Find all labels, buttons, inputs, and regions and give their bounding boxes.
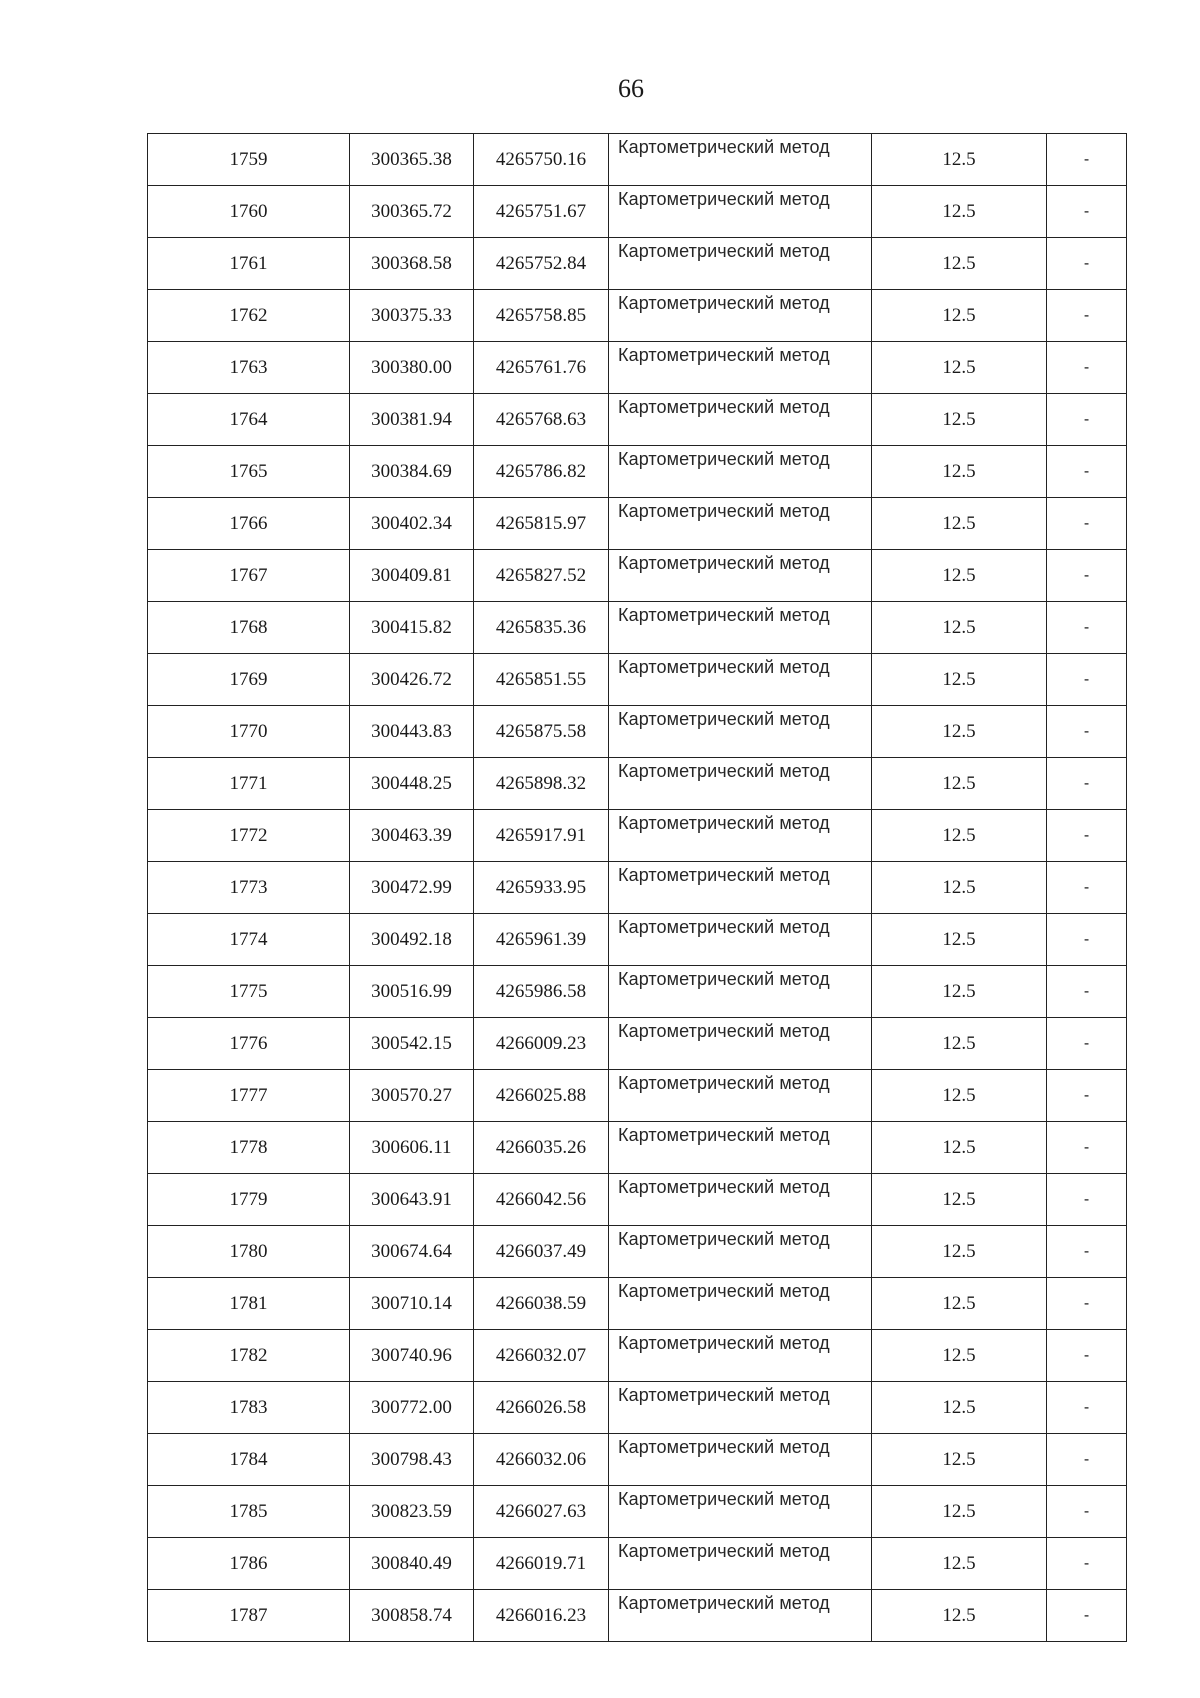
point-number-cell: 1762 — [148, 290, 350, 342]
table-row — [148, 1330, 1127, 1382]
table-row — [148, 550, 1127, 602]
note-cell: - — [1047, 498, 1127, 550]
accuracy-cell: 12.5 — [872, 290, 1047, 342]
point-number-cell: 1773 — [148, 862, 350, 914]
y-coordinate-cell: 4265851.55 — [474, 654, 609, 706]
table-row — [148, 1174, 1127, 1226]
accuracy-cell: 12.5 — [872, 186, 1047, 238]
y-coordinate-cell: 4265917.91 — [474, 810, 609, 862]
method-cell: Картометрический метод — [609, 1538, 872, 1590]
note-cell: - — [1047, 186, 1127, 238]
note-cell: - — [1047, 914, 1127, 966]
note-cell: - — [1047, 1434, 1127, 1486]
point-number-cell: 1767 — [148, 550, 350, 602]
note-cell: - — [1047, 342, 1127, 394]
accuracy-cell: 12.5 — [872, 706, 1047, 758]
y-coordinate-cell: 4265875.58 — [474, 706, 609, 758]
method-cell: Картометрический метод — [609, 1226, 872, 1278]
accuracy-cell: 12.5 — [872, 966, 1047, 1018]
table-row — [148, 186, 1127, 238]
method-cell: Картометрический метод — [609, 1434, 872, 1486]
accuracy-cell: 12.5 — [872, 1278, 1047, 1330]
point-number-cell: 1765 — [148, 446, 350, 498]
point-number-cell: 1761 — [148, 238, 350, 290]
table-row — [148, 1018, 1127, 1070]
x-coordinate-cell: 300375.33 — [350, 290, 474, 342]
note-cell: - — [1047, 1382, 1127, 1434]
accuracy-cell: 12.5 — [872, 1018, 1047, 1070]
accuracy-cell: 12.5 — [872, 810, 1047, 862]
point-number-cell: 1772 — [148, 810, 350, 862]
x-coordinate-cell: 300798.43 — [350, 1434, 474, 1486]
table-row — [148, 654, 1127, 706]
accuracy-cell: 12.5 — [872, 914, 1047, 966]
point-number-cell: 1771 — [148, 758, 350, 810]
method-cell: Картометрический метод — [609, 1070, 872, 1122]
point-number-cell: 1779 — [148, 1174, 350, 1226]
note-cell: - — [1047, 862, 1127, 914]
note-cell: - — [1047, 550, 1127, 602]
table-row — [148, 914, 1127, 966]
point-number-cell: 1768 — [148, 602, 350, 654]
table-row — [148, 1382, 1127, 1434]
point-number-cell: 1776 — [148, 1018, 350, 1070]
y-coordinate-cell: 4266032.07 — [474, 1330, 609, 1382]
note-cell: - — [1047, 290, 1127, 342]
y-coordinate-cell: 4266035.26 — [474, 1122, 609, 1174]
accuracy-cell: 12.5 — [872, 1538, 1047, 1590]
table-row — [148, 1278, 1127, 1330]
point-number-cell: 1763 — [148, 342, 350, 394]
accuracy-cell: 12.5 — [872, 1486, 1047, 1538]
method-cell: Картометрический метод — [609, 134, 872, 186]
note-cell: - — [1047, 602, 1127, 654]
y-coordinate-cell: 4265835.36 — [474, 602, 609, 654]
accuracy-cell: 12.5 — [872, 394, 1047, 446]
note-cell: - — [1047, 706, 1127, 758]
method-cell: Картометрический метод — [609, 1382, 872, 1434]
method-cell: Картометрический метод — [609, 1018, 872, 1070]
point-number-cell: 1766 — [148, 498, 350, 550]
table-row — [148, 342, 1127, 394]
x-coordinate-cell: 300365.72 — [350, 186, 474, 238]
accuracy-cell: 12.5 — [872, 1382, 1047, 1434]
point-number-cell: 1764 — [148, 394, 350, 446]
note-cell: - — [1047, 966, 1127, 1018]
x-coordinate-cell: 300740.96 — [350, 1330, 474, 1382]
point-number-cell: 1780 — [148, 1226, 350, 1278]
y-coordinate-cell: 4266016.23 — [474, 1590, 609, 1642]
x-coordinate-cell: 300606.11 — [350, 1122, 474, 1174]
note-cell: - — [1047, 1018, 1127, 1070]
note-cell: - — [1047, 1538, 1127, 1590]
method-cell: Картометрический метод — [609, 758, 872, 810]
y-coordinate-cell: 4266026.58 — [474, 1382, 609, 1434]
note-cell: - — [1047, 1590, 1127, 1642]
method-cell: Картометрический метод — [609, 1330, 872, 1382]
accuracy-cell: 12.5 — [872, 1070, 1047, 1122]
table-row — [148, 1590, 1127, 1642]
table-row — [148, 1226, 1127, 1278]
table-row — [148, 1070, 1127, 1122]
point-number-cell: 1785 — [148, 1486, 350, 1538]
y-coordinate-cell: 4265786.82 — [474, 446, 609, 498]
accuracy-cell: 12.5 — [872, 1330, 1047, 1382]
point-number-cell: 1774 — [148, 914, 350, 966]
note-cell: - — [1047, 1486, 1127, 1538]
y-coordinate-cell: 4266037.49 — [474, 1226, 609, 1278]
x-coordinate-cell: 300463.39 — [350, 810, 474, 862]
method-cell: Картометрический метод — [609, 290, 872, 342]
point-number-cell: 1778 — [148, 1122, 350, 1174]
method-cell: Картометрический метод — [609, 238, 872, 290]
x-coordinate-cell: 300384.69 — [350, 446, 474, 498]
accuracy-cell: 12.5 — [872, 550, 1047, 602]
note-cell: - — [1047, 446, 1127, 498]
accuracy-cell: 12.5 — [872, 602, 1047, 654]
x-coordinate-cell: 300368.58 — [350, 238, 474, 290]
x-coordinate-cell: 300643.91 — [350, 1174, 474, 1226]
accuracy-cell: 12.5 — [872, 862, 1047, 914]
y-coordinate-cell: 4265768.63 — [474, 394, 609, 446]
table-row — [148, 290, 1127, 342]
y-coordinate-cell: 4265815.97 — [474, 498, 609, 550]
y-coordinate-cell: 4266032.06 — [474, 1434, 609, 1486]
note-cell: - — [1047, 1330, 1127, 1382]
accuracy-cell: 12.5 — [872, 1226, 1047, 1278]
method-cell: Картометрический метод — [609, 342, 872, 394]
point-number-cell: 1777 — [148, 1070, 350, 1122]
method-cell: Картометрический метод — [609, 706, 872, 758]
y-coordinate-cell: 4266009.23 — [474, 1018, 609, 1070]
x-coordinate-cell: 300570.27 — [350, 1070, 474, 1122]
accuracy-cell: 12.5 — [872, 654, 1047, 706]
point-number-cell: 1787 — [148, 1590, 350, 1642]
table-row — [148, 810, 1127, 862]
table-row — [148, 602, 1127, 654]
point-number-cell: 1784 — [148, 1434, 350, 1486]
method-cell: Картометрический метод — [609, 654, 872, 706]
point-number-cell: 1781 — [148, 1278, 350, 1330]
x-coordinate-cell: 300772.00 — [350, 1382, 474, 1434]
table-row — [148, 1434, 1127, 1486]
x-coordinate-cell: 300710.14 — [350, 1278, 474, 1330]
y-coordinate-cell: 4265752.84 — [474, 238, 609, 290]
method-cell: Картометрический метод — [609, 186, 872, 238]
accuracy-cell: 12.5 — [872, 446, 1047, 498]
note-cell: - — [1047, 1278, 1127, 1330]
x-coordinate-cell: 300840.49 — [350, 1538, 474, 1590]
accuracy-cell: 12.5 — [872, 1434, 1047, 1486]
method-cell: Картометрический метод — [609, 498, 872, 550]
point-number-cell: 1782 — [148, 1330, 350, 1382]
y-coordinate-cell: 4265751.67 — [474, 186, 609, 238]
accuracy-cell: 12.5 — [872, 498, 1047, 550]
point-number-cell: 1770 — [148, 706, 350, 758]
method-cell: Картометрический метод — [609, 966, 872, 1018]
table-row — [148, 1122, 1127, 1174]
y-coordinate-cell: 4265758.85 — [474, 290, 609, 342]
x-coordinate-cell: 300674.64 — [350, 1226, 474, 1278]
table-row — [148, 238, 1127, 290]
page-number: 66 — [618, 74, 644, 103]
x-coordinate-cell: 300409.81 — [350, 550, 474, 602]
x-coordinate-cell: 300492.18 — [350, 914, 474, 966]
table-row — [148, 862, 1127, 914]
method-cell: Картометрический метод — [609, 550, 872, 602]
accuracy-cell: 12.5 — [872, 1122, 1047, 1174]
method-cell: Картометрический метод — [609, 1122, 872, 1174]
accuracy-cell: 12.5 — [872, 238, 1047, 290]
table-row — [148, 966, 1127, 1018]
note-cell: - — [1047, 134, 1127, 186]
table-row — [148, 1486, 1127, 1538]
y-coordinate-cell: 4265761.76 — [474, 342, 609, 394]
note-cell: - — [1047, 238, 1127, 290]
method-cell: Картометрический метод — [609, 602, 872, 654]
x-coordinate-cell: 300516.99 — [350, 966, 474, 1018]
note-cell: - — [1047, 394, 1127, 446]
method-cell: Картометрический метод — [609, 862, 872, 914]
x-coordinate-cell: 300448.25 — [350, 758, 474, 810]
point-number-cell: 1786 — [148, 1538, 350, 1590]
table-row — [148, 498, 1127, 550]
y-coordinate-cell: 4266027.63 — [474, 1486, 609, 1538]
table-row — [148, 1538, 1127, 1590]
note-cell: - — [1047, 1226, 1127, 1278]
method-cell: Картометрический метод — [609, 810, 872, 862]
point-number-cell: 1760 — [148, 186, 350, 238]
y-coordinate-cell: 4265898.32 — [474, 758, 609, 810]
y-coordinate-cell: 4266038.59 — [474, 1278, 609, 1330]
table-row — [148, 134, 1127, 186]
table-row — [148, 758, 1127, 810]
x-coordinate-cell: 300365.38 — [350, 134, 474, 186]
x-coordinate-cell: 300426.72 — [350, 654, 474, 706]
accuracy-cell: 12.5 — [872, 758, 1047, 810]
y-coordinate-cell: 4266025.88 — [474, 1070, 609, 1122]
y-coordinate-cell: 4266042.56 — [474, 1174, 609, 1226]
table-row — [148, 394, 1127, 446]
method-cell: Картометрический метод — [609, 1590, 872, 1642]
method-cell: Картометрический метод — [609, 1174, 872, 1226]
note-cell: - — [1047, 810, 1127, 862]
x-coordinate-cell: 300858.74 — [350, 1590, 474, 1642]
y-coordinate-cell: 4265933.95 — [474, 862, 609, 914]
x-coordinate-cell: 300380.00 — [350, 342, 474, 394]
accuracy-cell: 12.5 — [872, 1174, 1047, 1226]
x-coordinate-cell: 300542.15 — [350, 1018, 474, 1070]
point-number-cell: 1775 — [148, 966, 350, 1018]
x-coordinate-cell: 300443.83 — [350, 706, 474, 758]
note-cell: - — [1047, 1122, 1127, 1174]
accuracy-cell: 12.5 — [872, 342, 1047, 394]
y-coordinate-cell: 4265827.52 — [474, 550, 609, 602]
y-coordinate-cell: 4266019.71 — [474, 1538, 609, 1590]
table-row — [148, 446, 1127, 498]
note-cell: - — [1047, 758, 1127, 810]
y-coordinate-cell: 4265750.16 — [474, 134, 609, 186]
note-cell: - — [1047, 1070, 1127, 1122]
x-coordinate-cell: 300415.82 — [350, 602, 474, 654]
table-row — [148, 706, 1127, 758]
point-number-cell: 1759 — [148, 134, 350, 186]
y-coordinate-cell: 4265961.39 — [474, 914, 609, 966]
method-cell: Картометрический метод — [609, 914, 872, 966]
x-coordinate-cell: 300381.94 — [350, 394, 474, 446]
method-cell: Картометрический метод — [609, 1486, 872, 1538]
note-cell: - — [1047, 1174, 1127, 1226]
table-body — [148, 134, 1127, 1642]
y-coordinate-cell: 4265986.58 — [474, 966, 609, 1018]
method-cell: Картометрический метод — [609, 1278, 872, 1330]
coordinates-table — [147, 133, 1127, 1642]
accuracy-cell: 12.5 — [872, 1590, 1047, 1642]
point-number-cell: 1769 — [148, 654, 350, 706]
x-coordinate-cell: 300402.34 — [350, 498, 474, 550]
accuracy-cell: 12.5 — [872, 134, 1047, 186]
x-coordinate-cell: 300472.99 — [350, 862, 474, 914]
method-cell: Картометрический метод — [609, 394, 872, 446]
x-coordinate-cell: 300823.59 — [350, 1486, 474, 1538]
point-number-cell: 1783 — [148, 1382, 350, 1434]
note-cell: - — [1047, 654, 1127, 706]
method-cell: Картометрический метод — [609, 446, 872, 498]
